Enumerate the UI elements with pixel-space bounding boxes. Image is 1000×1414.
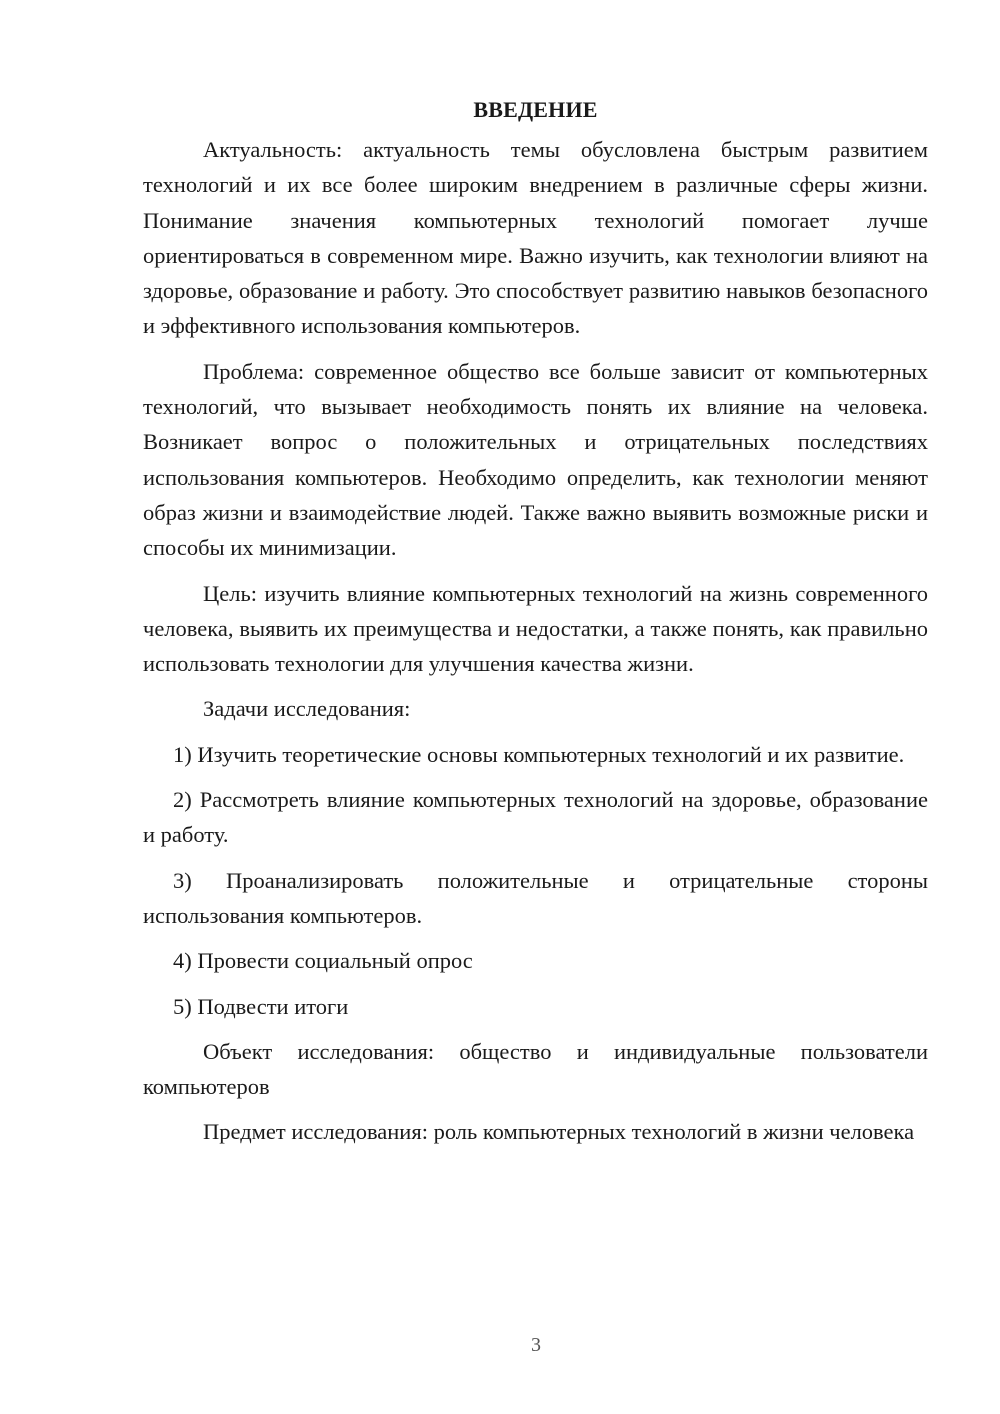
tasks-heading: Задачи исследования: — [203, 696, 411, 722]
paragraph-object: Объект исследования: общество и индивидуальные пользователи компьютеров — [143, 1038, 928, 1100]
task-item: 5) Подвести итоги — [173, 993, 349, 1019]
document-page — [143, 92, 928, 1160]
paragraph-relevance: Актуальность: актуальность темы обусловлена быстрым развитием технологий и их все более широким внедрением в различные сферы жизни. Понимание значения компьютерных технологий помогает лучше ориентироваться в современном мире. Важно изучить, как технологии влияют на здоровье, образование и работу. Это способствует развитию навыков безопасного и эффективного использования компьютеров. — [143, 137, 928, 339]
paragraph-goal: Цель: изучить влияние компьютерных технологий на жизнь современного человека, выявить их преимущества и недостатки, а также понять, как правильно использовать технологии для улучшения качества жизни. — [143, 580, 928, 677]
paragraph-problem: Проблема: современное общество все больше зависит от компьютерных технологий, что вызывает необходимость понять их влияние на человека. Возникает вопрос о положительных и отрицательных последствиях использования компьютеров. Необходимо определить, как технологии меняют образ жизни и взаимодействие людей. Также важно выявить возможные риски и способы их минимизации. — [143, 358, 928, 561]
paragraph-subject: Предмет исследования: роль компьютерных технологий в жизни человека — [203, 1119, 915, 1145]
section-title: ВВЕДЕНИЕ — [473, 97, 598, 122]
task-item: 2) Рассмотреть влияние компьютерных технологий на здоровье, образование и работу. — [143, 787, 928, 848]
task-item: 1) Изучить теоретические основы компьютерных технологий и их развитие. — [173, 741, 905, 767]
task-item: 4) Провести социальный опрос — [173, 948, 473, 974]
task-item: 3) Проанализировать положительные и отрицательные стороны использования компьютеров. — [143, 867, 928, 928]
page-number: 3 — [531, 1334, 541, 1356]
